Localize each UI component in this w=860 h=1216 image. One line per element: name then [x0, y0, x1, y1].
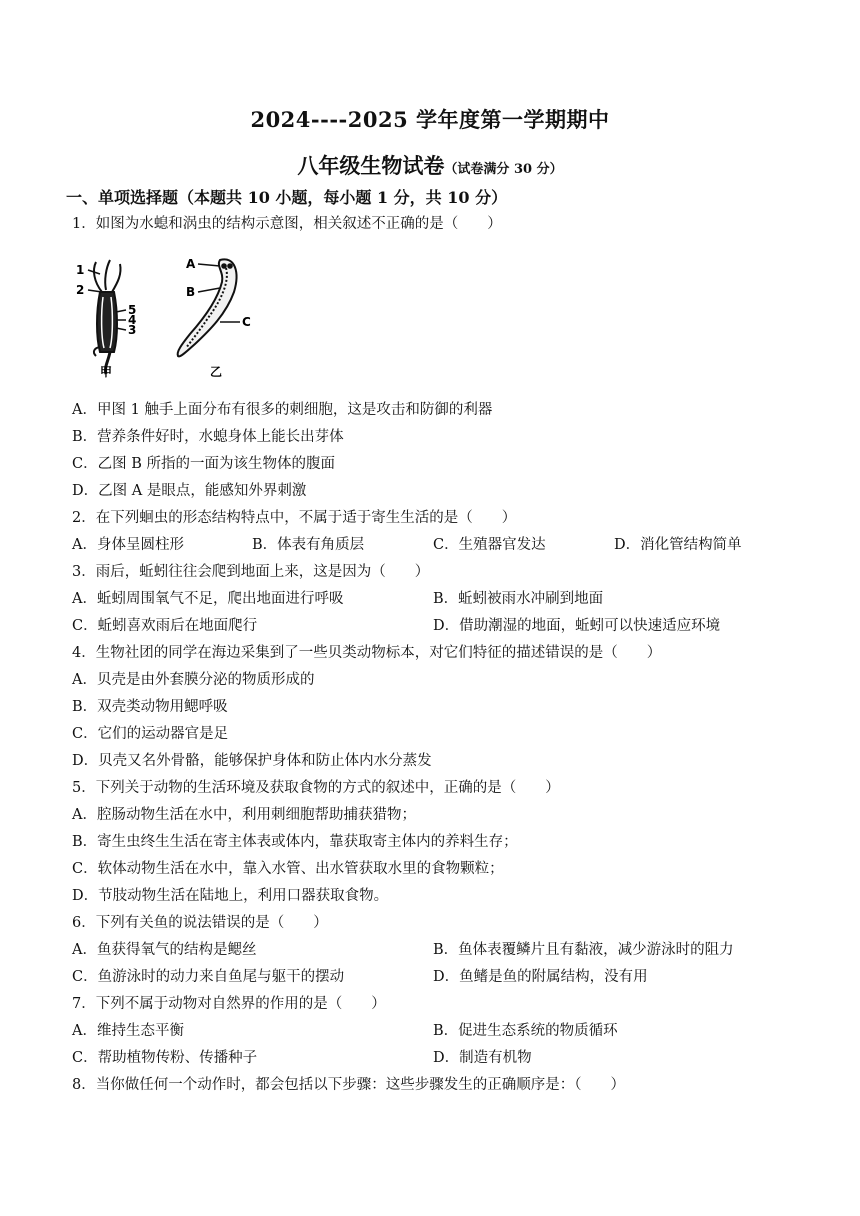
q5-option-c: C．软体动物生活在水中，靠入水管、出水管获取水里的食物颗粒； [72, 861, 504, 877]
q6-option-c: C．鱼游泳时的动力来自鱼尾与躯干的摆动 [72, 969, 345, 985]
planarian-label-b: B [186, 285, 196, 299]
q2-option-b: B．体表有角质层 [252, 537, 365, 553]
question-stem-7: 7．下列不属于动物对自然界的作用的是（ ） [72, 996, 386, 1012]
question-stem-5: 5．下列关于动物的生活环境及获取食物的方式的叙述中，正确的是（ ） [72, 780, 560, 796]
q2-option-d: D．消化管结构简单 [614, 537, 742, 553]
q4-option-d: D．贝壳又名外骨骼，能够保护身体和防止体内水分蒸发 [72, 753, 432, 769]
planarian-caption: 乙 [210, 365, 223, 379]
q3-option-a: A．蚯蚓周围氧气不足，爬出地面进行呼吸 [72, 591, 344, 607]
hydra-label-3: 3 [128, 323, 137, 337]
figure-drawing [70, 252, 270, 382]
planarian-drawing [178, 259, 240, 356]
hydra-label-1: 1 [76, 263, 85, 277]
q4-option-c: C．它们的运动器官是足 [72, 726, 229, 742]
q1-option-a: A．甲图 1 触手上面分布有很多的刺细胞，这是攻击和防御的利器 [72, 402, 493, 418]
q2-option-a: A．身体呈圆柱形 [72, 537, 184, 553]
question-stem-1: 1．如图为水螅和涡虫的结构示意图，相关叙述不正确的是（ ） [72, 216, 502, 232]
exam-subtitle [0, 150, 860, 180]
planarian-label-a: A [186, 257, 196, 271]
q1-option-d: D．乙图 A 是眼点，能感知外界刺激 [72, 483, 307, 499]
planarian-label-c: C [242, 315, 251, 329]
q5-option-a: A．腔肠动物生活在水中，利用刺细胞帮助捕获猎物； [72, 807, 416, 823]
hydra-caption: 甲 [100, 365, 113, 379]
q6-option-b: B．鱼体表覆鳞片且有黏液，减少游泳时的阻力 [433, 942, 734, 958]
hydra-label-4: 4 [128, 313, 137, 327]
q1-option-c: C．乙图 B 所指的一面为该生物体的腹面 [72, 456, 335, 472]
question-stem-3: 3．雨后，蚯蚓往往会爬到地面上来，这是因为（ ） [72, 564, 430, 580]
q2-option-c: C．生殖器官发达 [433, 537, 546, 553]
subtitle-note: （试卷满分 30 分） [444, 162, 563, 177]
q3-option-b: B．蚯蚓被雨水冲刷到地面 [433, 591, 604, 607]
q7-option-b: B．促进生态系统的物质循环 [433, 1023, 618, 1039]
section-heading: 一、单项选择题（本题共 10 小题，每小题 1 分，共 10 分） [66, 188, 508, 207]
subtitle-text: 八年级生物试卷 [297, 153, 445, 178]
hydra-drawing [88, 260, 126, 374]
q3-option-c: C．蚯蚓喜欢雨后在地面爬行 [72, 618, 258, 634]
question-stem-8: 8．当你做任何一个动作时，都会包括以下步骤：这些步骤发生的正确顺序是：（ ） [72, 1077, 625, 1093]
q7-option-a: A．维持生态平衡 [72, 1023, 184, 1039]
q1-option-b: B．营养条件好时，水螅身体上能长出芽体 [72, 429, 344, 445]
question-stem-2: 2．在下列蛔虫的形态结构特点中，不属于适于寄生生活的是（ ） [72, 510, 517, 526]
question-stem-6: 6．下列有关鱼的说法错误的是（ ） [72, 915, 328, 931]
q4-option-b: B．双壳类动物用鳃呼吸 [72, 699, 228, 715]
q4-option-a: A．贝壳是由外套膜分泌的物质形成的 [72, 672, 315, 688]
hydra-label-2: 2 [76, 283, 85, 297]
q7-option-c: C．帮助植物传粉、传播种子 [72, 1050, 258, 1066]
hydra-planarian-figure [70, 252, 270, 382]
exam-title: 2024----2025 学年度第一学期期中 [250, 107, 610, 132]
q6-option-d: D．鱼鳍是鱼的附属结构，没有用 [433, 969, 648, 985]
q6-option-a: A．鱼获得氧气的结构是鳃丝 [72, 942, 257, 958]
q7-option-d: D．制造有机物 [433, 1050, 532, 1066]
hydra-label-5: 5 [128, 303, 137, 317]
q5-option-b: B．寄生虫终生生活在寄主体表或体内，靠获取寄主体内的养料生存； [72, 834, 518, 850]
q3-option-d: D．借助潮湿的地面，蚯蚓可以快速适应环境 [433, 618, 721, 634]
question-stem-4: 4．生物社团的同学在海边采集到了一些贝类动物标本，对它们特征的描述错误的是（ ） [72, 645, 662, 661]
q5-option-d: D．节肢动物生活在陆地上，利用口器获取食物。 [72, 888, 389, 904]
